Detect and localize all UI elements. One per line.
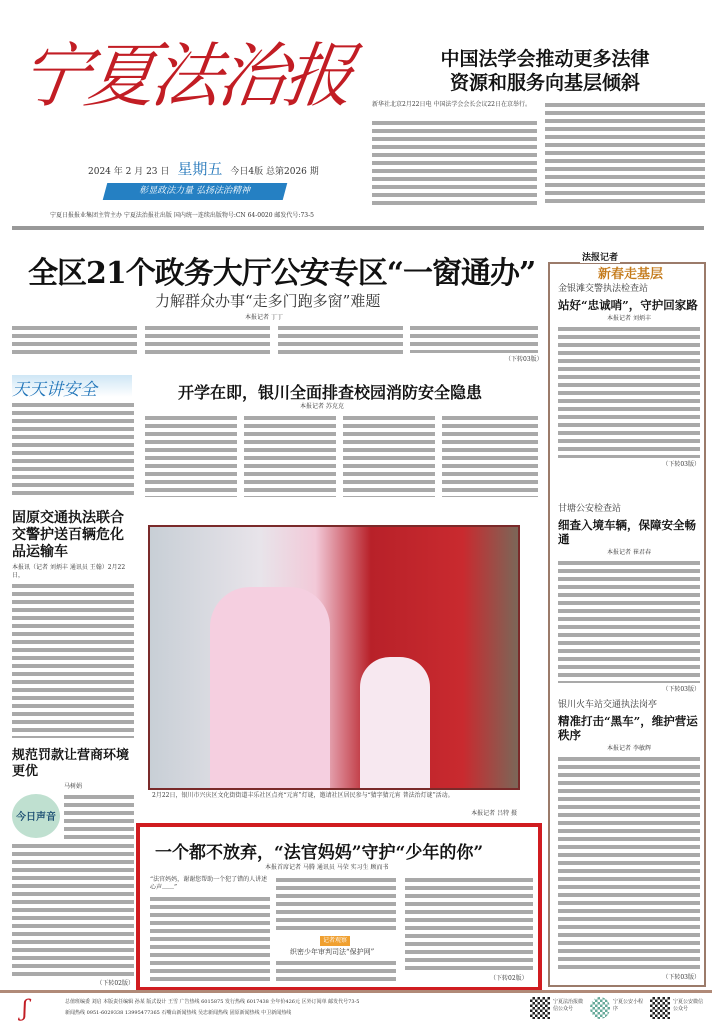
left-story [12, 510, 134, 738]
fire-story-body [244, 415, 336, 497]
lead-story-body [410, 325, 538, 353]
sidebar-byline: 本报记者 李敏辉 [607, 745, 651, 752]
commentary-continued: （下转02版） [96, 980, 134, 987]
lead-story-body [145, 325, 270, 355]
sidebar-headline[interactable]: 精准打击“黑车”，维护营运秩序 [558, 714, 698, 742]
commentary [12, 748, 134, 988]
sidebar-kicker: 银川火车站交通执法岗亭 [558, 700, 658, 710]
date: 2024 年 2 月 23 日 [88, 167, 170, 177]
weekday: 星期五 [177, 160, 223, 178]
column-logo-safety: 天天讲安全 [12, 375, 132, 397]
left-story-headline[interactable]: 固原交通执法联合交警护送百辆危化品运输车 [12, 510, 124, 560]
fire-story-body [145, 415, 237, 497]
qr-code-icon[interactable] [650, 997, 670, 1019]
left-story-byline: 本报讯（记者 刘炳丰 通讯员 王翰）2月22日， [12, 564, 126, 579]
sidebar-headline[interactable]: 站好“忠诚哨”，守护回家路 [558, 298, 698, 312]
sidebar-byline: 本报记者 崔君春 [607, 549, 651, 556]
feature-headline[interactable]: 一个都不放弃，“法官妈妈”守护“少年的你” [155, 843, 484, 863]
fire-story-headline[interactable]: 开学在即，银川全面排查校园消防安全隐患 [178, 383, 483, 402]
fire-story-body [442, 415, 538, 497]
top-story-lead: 新华社北京2月22日电 中国法学会会长会议22日在京举行。 [372, 101, 531, 108]
sidebar-continued: （下转03版） [662, 974, 700, 981]
sidebar-continued: （下转03版） [662, 686, 700, 693]
lead-story-headline[interactable]: 全区21个政务大厅公安专区“一窗通办” [28, 256, 536, 291]
slogan-banner: 彰显政法力量 弘扬法治精神 [103, 183, 288, 200]
feature-body [150, 896, 270, 984]
top-story-body-2 [545, 102, 705, 206]
sidebar-banner-top: 法报记者 [580, 250, 620, 263]
lead-story-subhead: 力解群众办事“走多门跑多窗”难题 [155, 292, 381, 310]
sidebar-kicker: 金银滩交警执法检查站 [558, 284, 649, 294]
lead-story-continued: （下转03版） [505, 356, 543, 363]
sidebar-banner-bottom: 新春走基层 [598, 267, 664, 282]
top-story-headline[interactable]: 中国法学会推动更多法律资源和服务向基层倾斜 [440, 48, 650, 94]
footer-line-1: 总值班编委 刘启 本版责任编辑 孙某 版式设计 王雪 广告热线 6015875 发行热线 6017438 全年价426元 区外订阅单 邮发代号73-5 [65, 999, 360, 1005]
commentary-body [12, 843, 134, 977]
feature-body [276, 960, 396, 985]
lead-story-body [278, 325, 403, 355]
fire-story-body [343, 415, 435, 497]
lead-story-body [12, 325, 137, 355]
qr-code-icon[interactable] [530, 997, 550, 1019]
lead-story-byline: 本报记者 丁丁 [245, 314, 283, 321]
commentary-intro [12, 794, 134, 840]
left-story-body [12, 583, 134, 738]
photo-caption: 2月22日，银川市兴庆区文化街街道丰乐社区点亮“元宵”灯谜，邀请社区居民参与“猜字猜元宵 普法治灯谜”活动。 [152, 792, 454, 799]
photo-child-figure [360, 657, 430, 790]
sidebar-kicker: 甘塘公安检查站 [558, 504, 622, 514]
commentary-author: 马树娟 [63, 783, 82, 790]
footer-line-2: 新闻热线 0951-6029338 13995477365 石嘴山新闻热线 吴忠新闻热线 固原新闻热线 中卫新闻热线 [65, 1010, 292, 1016]
fire-story-body [12, 402, 134, 498]
feature-lead: “法官妈妈，谢谢您帮助一个犯了错的人讲述心声……” [150, 876, 268, 891]
feature-byline: 本报首席记者 马腾 通讯员 马荣 实习生 顾而书 [265, 864, 389, 871]
commentary-headline[interactable]: 规范罚款让营商环境更优 [12, 748, 130, 779]
feature-body [276, 877, 396, 932]
sidebar-body [558, 756, 700, 971]
section-title: 织密少年审判司法“保护网” [290, 948, 375, 956]
sidebar-story [558, 284, 700, 469]
feature-continued: （下转02版） [490, 975, 528, 982]
commentary-body [64, 794, 134, 840]
sidebar-headline[interactable]: 细查入境车辆，保障安全畅通 [558, 518, 696, 546]
photo-credit: 本报记者 吕特 摄 [471, 810, 517, 817]
footer [0, 990, 712, 1024]
column-logo-voice: 今日声音 [12, 794, 60, 838]
top-story-body [372, 120, 537, 206]
fire-story-byline: 本报记者 苏克克 [300, 403, 344, 410]
dateline [88, 158, 319, 179]
qr-label: 宁夏法治报微信公众号 [553, 999, 584, 1012]
sidebar-byline: 本报记者 刘炳丰 [607, 315, 651, 322]
edition: 今日4版 总第2026 期 [230, 167, 319, 177]
masthead-divider [12, 226, 704, 230]
sidebar-body [558, 560, 700, 683]
feature-body [405, 877, 533, 972]
photo-girl-figure [210, 587, 330, 790]
qr-label: 宁夏公安微信公众号 [673, 999, 704, 1012]
sidebar-story [558, 504, 700, 694]
sidebar-story [558, 700, 700, 982]
footer-logo-icon: ʃ [22, 997, 28, 1022]
sidebar-continued: （下转03版） [662, 461, 700, 468]
masthead-logo: 宁夏法治报 [14, 35, 356, 117]
section-label: 记者观察 [320, 936, 350, 946]
news-photo [148, 525, 520, 790]
sidebar-body [558, 326, 700, 458]
qr-label: 宁夏公安小程序 [613, 999, 644, 1012]
publisher-info: 宁夏日报报业集团主管主办 宁夏法治报社出版 国内统一连续出版物号:CN 64-0020 邮发代号:73-5 [50, 212, 314, 219]
qr-code-icon[interactable] [590, 997, 610, 1019]
